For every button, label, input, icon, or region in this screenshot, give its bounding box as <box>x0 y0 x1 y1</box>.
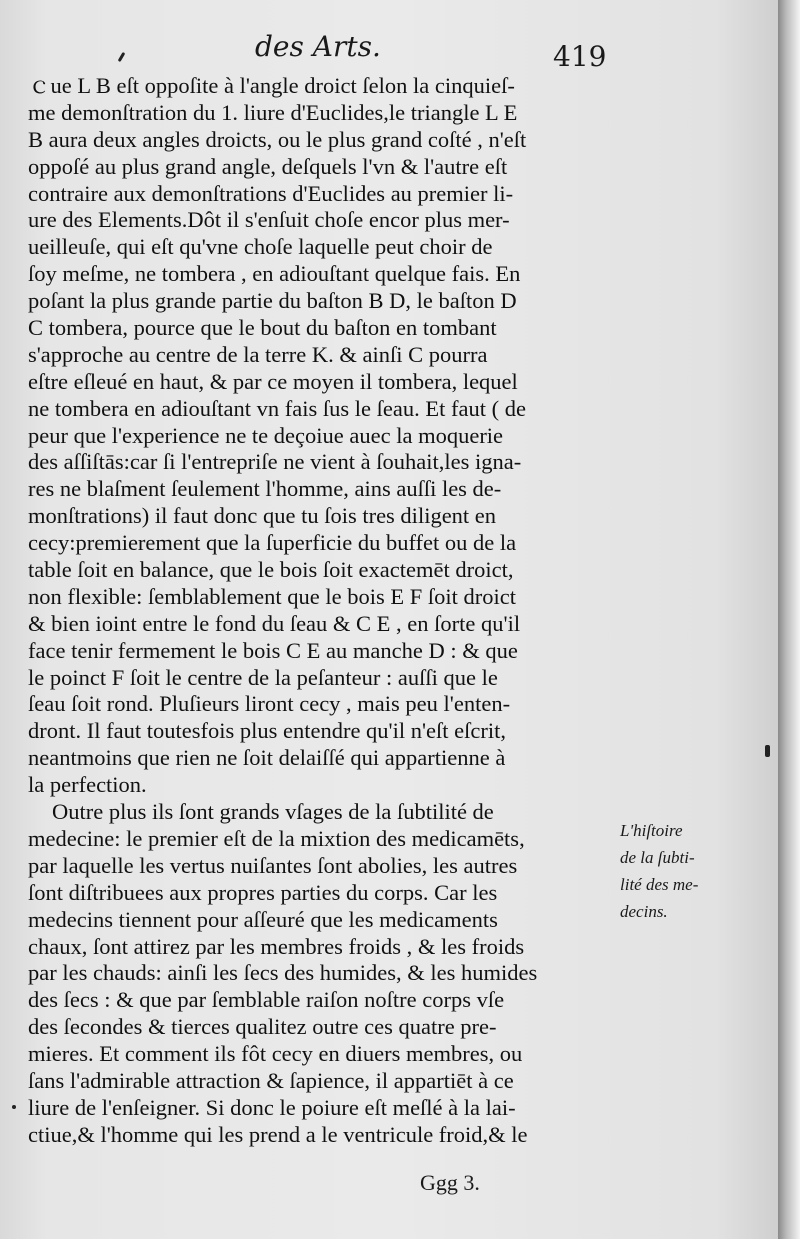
text-line: par les chauds: ainſi les ſecs des humides, & les humides <box>28 960 538 986</box>
text-line: me demonſtration du 1. liure d'Euclides,le triangle L E <box>28 99 518 125</box>
text-line: face tenir fermement le bois C E au manche D : & que <box>28 637 518 663</box>
text-line: cecy:premierement que la ſuperficie du buffet ou de la <box>28 530 517 556</box>
page-number: 419 <box>553 40 607 73</box>
ink-speck <box>765 745 770 757</box>
text-line: neantmoins que rien ne ſoit delaiſſé qui appartienne à <box>28 745 506 771</box>
margin-note-line: decins. <box>620 901 668 921</box>
text-line: ne tombera en adiouſtant vn fais ſus le ſeau. Et faut ( de <box>28 395 526 421</box>
text-line: contraire aux demonſtrations d'Euclides au premier li- <box>28 180 514 206</box>
text-line: s'approche au centre de la terre K. & ainſi C pourra <box>28 341 488 367</box>
text-line: monſtrations) il faut donc que tu ſois tres diligent en <box>28 503 497 529</box>
body-text <box>28 73 618 1149</box>
text-line: ueilleuſe, qui eſt qu'vne choſe laquelle peut choir de <box>28 234 493 260</box>
text-line: mieres. Et comment ils fôt cecy en diuers membres, ou <box>28 1041 523 1067</box>
text-line: des aſſiſtās:car ſi l'entrepriſe ne vient à ſouhait,les igna- <box>28 449 522 475</box>
text-line: ctiue,& l'homme qui les prend a le ventricule froid,& le <box>28 1121 528 1147</box>
text-line: oppoſé au plus grand angle, deſquels l'vn & l'autre eſt <box>28 153 508 179</box>
text-line: la perfection. <box>28 772 147 798</box>
text-line: ſeau ſoit rond. Pluſieurs liront cecy , mais peu l'enten- <box>28 691 511 717</box>
text-line: & bien ioint entre le fond du ſeau & C E , en ſorte qu'il <box>28 610 521 636</box>
text-line: table ſoit en balance, que le bois ſoit exactemēt droict, <box>28 557 514 583</box>
paragraph-start-line: Outre plus ils ſont grands vſages de la ſubtilité de <box>52 799 494 825</box>
text-line: C tombera, pource que le bout du baſton en tombant <box>28 315 497 341</box>
text-line: par laquelle les vertus nuiſantes ſont abolies, les autres <box>28 852 518 878</box>
text-line: res ne blaſment ſeulement l'homme, ains auſſi les de- <box>28 476 502 502</box>
ink-speck <box>12 1105 16 1109</box>
text-line: ſont diſtribuees aux propres parties du corps. Car les <box>28 879 498 905</box>
text-line: eſtre eſleué en haut, & par ce moyen il tombera, lequel <box>28 368 518 394</box>
margin-note-line: L'hiſtoire <box>620 821 683 840</box>
text-line: ſoy meſme, ne tombera , en adiouſtant quelque fais. En <box>28 261 521 287</box>
text-line: dront. Il faut toutesfois plus entendre qu'il n'eſt eſcrit, <box>28 718 506 744</box>
text-line: poſant la plus grande partie du baſton B D, le baſton D <box>28 288 517 314</box>
text-line: des ſecondes & tierces qualitez outre ces quatre pre- <box>28 1014 497 1040</box>
text-line: ſans l'admirable attraction & ſapience, il appartiēt à ce <box>28 1067 514 1093</box>
text-line: le poinct F ſoit le centre de la peſanteur : auſſi que le <box>28 664 498 690</box>
margin-note-line: lité des me- <box>620 874 699 894</box>
page-gutter-shadow <box>778 0 800 1239</box>
text-line: ure des Elements.Dôt il s'enſuit choſe encor plus mer- <box>28 207 510 233</box>
text-line: ｃue L B eſt oppoſite à l'angle droict ſelon la cinquieſ- <box>28 73 515 98</box>
text-line: peur que l'experience ne te deçoiue auec la moquerie <box>28 422 504 448</box>
text-line: medecins tiennent pour aſſeuré que les medicaments <box>28 906 498 932</box>
signature-mark: Ggg 3. <box>420 1170 480 1195</box>
ink-speck <box>118 52 126 62</box>
text-line: des ſecs : & que par ſemblable raiſon noſtre corps vſe <box>28 987 505 1013</box>
text-line: B aura deux angles droicts, ou le plus grand coſté , n'eſt <box>28 126 527 152</box>
running-title: des Arts. <box>255 30 381 63</box>
text-line: liure de l'enſeigner. Si donc le poiure eſt meſlé à la lai- <box>28 1094 516 1120</box>
text-line: chaux, ſont attirez par les membres froids , & les froids <box>28 933 525 959</box>
margin-note <box>620 818 698 926</box>
text-line: medecine: le premier eſt de la mixtion des medicamēts, <box>28 825 525 851</box>
text-line: non flexible: ſemblablement que le bois E F ſoit droict <box>28 583 517 609</box>
margin-note-line: de la ſubti- <box>620 847 695 867</box>
